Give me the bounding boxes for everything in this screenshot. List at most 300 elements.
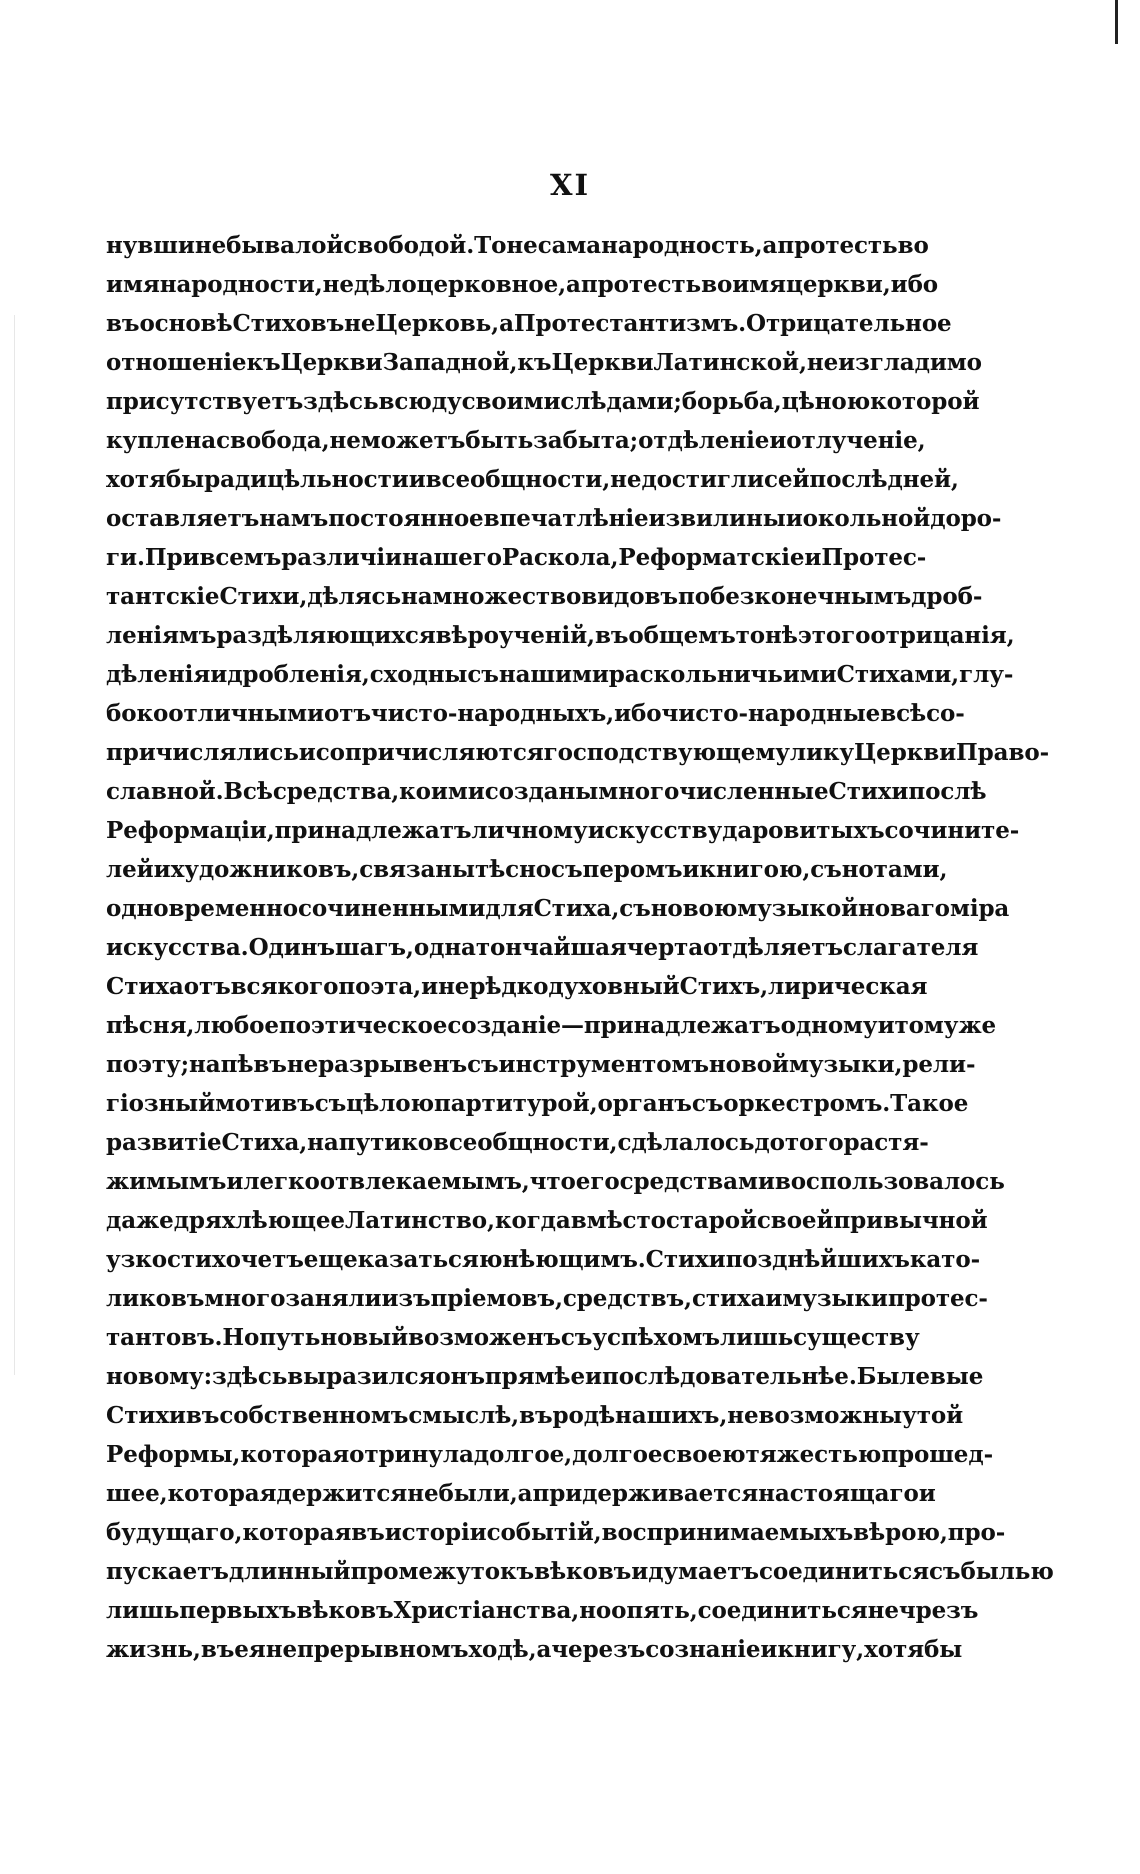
word: Стиха bbox=[106, 973, 184, 1000]
word: родѣ bbox=[552, 1402, 616, 1429]
word: книгою, bbox=[699, 856, 811, 883]
word: и bbox=[765, 1285, 783, 1312]
word: слѣдами; bbox=[560, 388, 682, 415]
word: любое bbox=[194, 1012, 279, 1039]
word: черта bbox=[626, 934, 704, 961]
word: черезъ bbox=[551, 1636, 646, 1663]
word: тантскіе bbox=[106, 583, 220, 610]
word: и bbox=[682, 856, 700, 883]
word: новою bbox=[650, 895, 738, 922]
text-line bbox=[106, 616, 1015, 655]
word: напѣвъ bbox=[189, 1051, 287, 1078]
word: существу bbox=[793, 1324, 920, 1351]
word: принадлежатъ bbox=[274, 817, 472, 844]
word: тому bbox=[894, 1012, 959, 1039]
word: Стиховъ bbox=[232, 310, 345, 337]
text-line bbox=[106, 928, 979, 967]
word: художниковъ, bbox=[170, 856, 360, 883]
word: не bbox=[344, 310, 376, 337]
word: въ bbox=[200, 1636, 235, 1663]
word: лирическая bbox=[768, 973, 928, 1000]
word: которая bbox=[240, 1441, 350, 1468]
word: даровитыхъ bbox=[722, 817, 885, 844]
word: вѣроученій, bbox=[435, 622, 595, 649]
word: съ bbox=[467, 661, 499, 688]
text-line bbox=[106, 1006, 997, 1045]
word: не bbox=[438, 973, 470, 1000]
text-line bbox=[106, 655, 1014, 694]
word: и bbox=[210, 661, 228, 688]
word: всѣ bbox=[880, 700, 927, 727]
word: для bbox=[485, 895, 534, 922]
word: у bbox=[902, 1402, 917, 1429]
word: ликовъ bbox=[106, 1285, 205, 1312]
word: жимымъ bbox=[106, 1168, 227, 1195]
text-line bbox=[106, 889, 1010, 928]
word: растя- bbox=[843, 1129, 929, 1156]
text-line bbox=[106, 733, 1050, 772]
word: ибо bbox=[614, 700, 662, 727]
word: доро- bbox=[930, 505, 1002, 532]
word: Стихи bbox=[828, 778, 909, 805]
text-line bbox=[106, 1162, 1005, 1201]
word: здѣсь bbox=[212, 1363, 288, 1390]
word: созданы bbox=[484, 778, 599, 805]
word: отдѣленіе bbox=[638, 427, 770, 454]
word: прямѣе bbox=[484, 1363, 585, 1390]
word: вмѣсто bbox=[570, 1207, 666, 1234]
word: присутствуетъ bbox=[106, 388, 304, 415]
word: коими bbox=[399, 778, 485, 805]
word: были, bbox=[438, 1480, 518, 1507]
word: народности, bbox=[159, 271, 323, 298]
word: народность, bbox=[601, 232, 763, 259]
word: первыхъ bbox=[179, 1597, 297, 1624]
word: оставляетъ bbox=[106, 505, 260, 532]
word: дѣлясь bbox=[307, 583, 401, 610]
word: тѣсно bbox=[474, 856, 552, 883]
word: когда bbox=[494, 1207, 571, 1234]
word: міра bbox=[949, 895, 1010, 922]
word: тонѣ bbox=[735, 622, 798, 649]
word: бы bbox=[924, 1636, 963, 1663]
word: искусства. bbox=[106, 934, 249, 961]
word: съ bbox=[551, 856, 583, 883]
word: Одинъ bbox=[248, 934, 335, 961]
word: протесть bbox=[580, 271, 702, 298]
word: поэту; bbox=[106, 1051, 190, 1078]
word: держится bbox=[276, 1480, 408, 1507]
word: Всѣ bbox=[223, 778, 273, 805]
word: не bbox=[329, 427, 361, 454]
word: не bbox=[506, 232, 538, 259]
word: съ bbox=[467, 1051, 499, 1078]
word: леніямъ bbox=[106, 622, 217, 649]
word: дряхлѣющее bbox=[173, 1207, 345, 1234]
text-line bbox=[106, 1552, 1054, 1591]
word: нувши bbox=[106, 232, 195, 259]
word: видовъ bbox=[581, 583, 678, 610]
word: ибо bbox=[890, 271, 939, 298]
word: оркестромъ. bbox=[723, 1090, 891, 1117]
text-line bbox=[106, 811, 1020, 850]
text-line bbox=[106, 1357, 984, 1396]
text-line bbox=[106, 1591, 979, 1630]
word: рели- bbox=[902, 1051, 976, 1078]
word: казаться bbox=[357, 1246, 479, 1273]
word: новый bbox=[320, 1324, 409, 1351]
word: съ bbox=[810, 856, 842, 883]
word: нашими bbox=[498, 661, 609, 688]
word: цѣльности bbox=[267, 466, 409, 493]
word: сама bbox=[537, 232, 602, 259]
word: еще bbox=[303, 1246, 358, 1273]
word: долгое, bbox=[473, 1441, 573, 1468]
word: а bbox=[566, 271, 581, 298]
word: ги. bbox=[106, 544, 145, 571]
word: ко bbox=[401, 1129, 433, 1156]
word: отъ bbox=[183, 973, 231, 1000]
text-line bbox=[106, 499, 1002, 538]
word: общемъ bbox=[628, 622, 736, 649]
word: смыслѣ, bbox=[408, 1402, 520, 1429]
word: быть bbox=[465, 427, 534, 454]
text-line bbox=[106, 226, 929, 265]
word: своей bbox=[756, 1207, 834, 1234]
text-line bbox=[106, 304, 952, 343]
word: даже bbox=[106, 1207, 174, 1234]
word: позднѣйшихъ bbox=[725, 1246, 910, 1273]
word: личному bbox=[471, 817, 588, 844]
word: протес- bbox=[887, 1285, 988, 1312]
word: опять, bbox=[611, 1597, 698, 1624]
word: невозможны bbox=[727, 1402, 903, 1429]
word: въ bbox=[106, 310, 140, 337]
word: путь bbox=[259, 1324, 321, 1351]
word: своими bbox=[461, 388, 561, 415]
word: не bbox=[610, 466, 642, 493]
scan-fold-line bbox=[14, 315, 15, 1375]
word: возможенъ bbox=[408, 1324, 561, 1351]
word: Раскола, bbox=[501, 544, 619, 571]
word: съ bbox=[691, 1090, 724, 1117]
word: сей bbox=[764, 466, 810, 493]
text-line bbox=[106, 1396, 964, 1435]
body-text bbox=[106, 226, 1054, 1669]
word: сочиненными bbox=[297, 895, 486, 922]
word: дѣло bbox=[353, 271, 417, 298]
word: съ bbox=[619, 895, 651, 922]
word: Стихи bbox=[645, 1246, 726, 1273]
word: жизнь, bbox=[106, 1636, 201, 1663]
word: боко bbox=[106, 700, 169, 727]
word: искусству bbox=[587, 817, 723, 844]
word: Стиха, bbox=[533, 895, 620, 922]
word: чисто-народные bbox=[661, 700, 881, 727]
word: неизгладимо bbox=[806, 349, 982, 376]
word: куплена bbox=[106, 427, 217, 454]
word: отдѣляетъ bbox=[703, 934, 843, 961]
word: что bbox=[529, 1168, 576, 1195]
word: непрерывномъ bbox=[265, 1636, 469, 1663]
word: долгое bbox=[572, 1441, 663, 1468]
word: имя bbox=[732, 271, 786, 298]
word: Протестантизмъ. bbox=[513, 310, 747, 337]
word: глу- bbox=[959, 661, 1014, 688]
word: съ bbox=[314, 1090, 347, 1117]
text-line bbox=[106, 1123, 929, 1162]
word: вѣковъ bbox=[296, 1597, 394, 1624]
word: музыки, bbox=[788, 1051, 903, 1078]
word: гіозный bbox=[106, 1090, 216, 1117]
word: хочетъ bbox=[211, 1246, 304, 1273]
word: ради bbox=[204, 466, 268, 493]
word: думаетъ bbox=[648, 1558, 759, 1585]
word: вѣковъ bbox=[534, 1558, 632, 1585]
word: множество bbox=[432, 583, 582, 610]
word: и bbox=[760, 1636, 778, 1663]
word: хотя bbox=[864, 1636, 924, 1663]
word: сходны bbox=[369, 661, 468, 688]
word: всюду bbox=[378, 388, 462, 415]
word: свобода, bbox=[216, 427, 330, 454]
word: настоящаго bbox=[758, 1480, 919, 1507]
word: и bbox=[298, 739, 316, 766]
word: Такое bbox=[890, 1090, 969, 1117]
word: и bbox=[226, 1168, 244, 1195]
word: церковное, bbox=[416, 271, 567, 298]
word: придерживается bbox=[532, 1480, 759, 1507]
text-line bbox=[106, 1240, 981, 1279]
text-line bbox=[106, 343, 982, 382]
word: которая bbox=[167, 1480, 277, 1507]
word: средства, bbox=[272, 778, 400, 805]
word: и bbox=[877, 1012, 895, 1039]
word: а bbox=[536, 1636, 552, 1663]
word: дѣленія bbox=[106, 661, 211, 688]
word: лишь bbox=[719, 1324, 794, 1351]
word: а bbox=[499, 310, 514, 337]
word: Былевые bbox=[856, 1363, 984, 1390]
word: Христіанства, bbox=[393, 1597, 580, 1624]
word: до bbox=[754, 1129, 785, 1156]
word: намъ bbox=[259, 505, 329, 532]
word: къ bbox=[246, 349, 281, 376]
word: забыта; bbox=[533, 427, 639, 454]
text-line bbox=[106, 1435, 994, 1474]
word: различіи bbox=[281, 544, 402, 571]
word: своею bbox=[662, 1441, 746, 1468]
word: всякого bbox=[230, 973, 339, 1000]
word: отринула bbox=[349, 1441, 474, 1468]
word: которой bbox=[870, 388, 980, 415]
word: про- bbox=[947, 1519, 1006, 1546]
word: той bbox=[916, 1402, 964, 1429]
word: пускаетъ bbox=[106, 1558, 229, 1585]
word: пути bbox=[338, 1129, 402, 1156]
word: отлученіе, bbox=[786, 427, 926, 454]
word: При bbox=[144, 544, 200, 571]
word: того bbox=[784, 1129, 844, 1156]
word: Стихами, bbox=[836, 661, 960, 688]
word: Реформатскіе bbox=[618, 544, 805, 571]
word: извилины bbox=[648, 505, 786, 532]
word: воспринимаемыхъ bbox=[601, 1519, 854, 1546]
word: привычной bbox=[833, 1207, 988, 1234]
word: новому: bbox=[106, 1363, 212, 1390]
word: прошед- bbox=[881, 1441, 994, 1468]
word: поэтическое bbox=[278, 1012, 448, 1039]
word: Стихи bbox=[106, 1402, 186, 1429]
word: соединиться bbox=[697, 1597, 868, 1624]
word: бы bbox=[165, 466, 205, 493]
word: а bbox=[762, 232, 778, 259]
word: а bbox=[517, 1480, 533, 1507]
word: же bbox=[958, 1012, 997, 1039]
page-number: XI bbox=[549, 168, 591, 202]
text-line bbox=[106, 772, 987, 811]
word: чрезъ bbox=[898, 1597, 979, 1624]
word: Реформы, bbox=[106, 1441, 241, 1468]
word: успѣхомъ bbox=[592, 1324, 720, 1351]
word: послѣ bbox=[908, 778, 987, 805]
word: всеобщности, bbox=[432, 1129, 618, 1156]
word: причислялись bbox=[106, 739, 299, 766]
word: борьба, bbox=[681, 388, 782, 415]
word: послѣдовательнѣе. bbox=[601, 1363, 857, 1390]
word: связаны bbox=[359, 856, 475, 883]
word: не bbox=[407, 1480, 439, 1507]
word: Латинской, bbox=[653, 349, 807, 376]
text-line bbox=[106, 421, 926, 460]
word: по bbox=[677, 583, 710, 610]
word: Но bbox=[222, 1324, 260, 1351]
word: со- bbox=[926, 700, 965, 727]
word: новаго bbox=[858, 895, 950, 922]
word: нотами, bbox=[841, 856, 948, 883]
text-line bbox=[106, 538, 927, 577]
word: созданіе—принадлежатъ bbox=[447, 1012, 781, 1039]
word: одновременно bbox=[106, 895, 298, 922]
word: во bbox=[897, 232, 929, 259]
word: сдѣлалось bbox=[617, 1129, 755, 1156]
word: на bbox=[400, 583, 433, 610]
text-line bbox=[106, 577, 983, 616]
word: безконечнымъ bbox=[709, 583, 912, 610]
word: протесть bbox=[777, 232, 898, 259]
word: промежутокъ bbox=[350, 1558, 535, 1585]
word: во bbox=[701, 271, 733, 298]
word: слагателя bbox=[842, 934, 979, 961]
word: въ bbox=[519, 1402, 553, 1429]
word: Протес- bbox=[821, 544, 927, 571]
word: его bbox=[575, 1168, 620, 1195]
word: узкости bbox=[106, 1246, 212, 1273]
word: и bbox=[585, 1363, 602, 1390]
word: отношеніе bbox=[106, 349, 247, 376]
text-line bbox=[106, 1045, 976, 1084]
word: и bbox=[918, 1480, 936, 1507]
word: длинный bbox=[228, 1558, 351, 1585]
word: инструментомъ bbox=[498, 1051, 709, 1078]
word: органъ bbox=[597, 1090, 692, 1117]
word: шее, bbox=[106, 1480, 168, 1507]
word: Стихъ, bbox=[679, 973, 769, 1000]
word: постоянное bbox=[328, 505, 484, 532]
word: Отрицательное bbox=[746, 310, 952, 337]
word: дробленія, bbox=[227, 661, 370, 688]
text-line bbox=[106, 694, 965, 733]
word: лику bbox=[789, 739, 855, 766]
word: господствующему bbox=[543, 739, 790, 766]
word: раскольничьими bbox=[608, 661, 837, 688]
word: на bbox=[307, 1129, 339, 1156]
word: отвлекаемымъ, bbox=[319, 1168, 530, 1195]
word: Реформаціи, bbox=[106, 817, 275, 844]
word: впечатлѣніе bbox=[483, 505, 649, 532]
text-line bbox=[106, 1513, 1006, 1552]
word: духовный bbox=[548, 973, 680, 1000]
word: съ bbox=[560, 1324, 593, 1351]
word: одна bbox=[413, 934, 476, 961]
word: сознаніе bbox=[645, 1636, 761, 1663]
word: основѣ bbox=[139, 310, 233, 337]
word: воспользовалось bbox=[774, 1168, 1005, 1195]
word: тяжестью bbox=[745, 1441, 882, 1468]
word: въ bbox=[185, 1402, 220, 1429]
word: цѣною bbox=[781, 388, 871, 415]
word: цѣлою bbox=[346, 1090, 435, 1117]
word: славной. bbox=[106, 778, 224, 805]
word: и bbox=[408, 466, 426, 493]
word: исторіи bbox=[384, 1519, 487, 1546]
text-line bbox=[106, 1318, 920, 1357]
word: неразрывенъ bbox=[286, 1051, 468, 1078]
word: сочините- bbox=[884, 817, 1020, 844]
word: вѣрою, bbox=[853, 1519, 948, 1546]
word: и bbox=[785, 505, 803, 532]
word: сопричисляются bbox=[315, 739, 544, 766]
word: свободой. bbox=[343, 232, 475, 259]
word: ея bbox=[234, 1636, 266, 1663]
word: лей bbox=[106, 856, 154, 883]
word: пѣсня, bbox=[106, 1012, 195, 1039]
word: Стиха, bbox=[221, 1129, 308, 1156]
word: и bbox=[804, 544, 822, 571]
word: и bbox=[421, 973, 439, 1000]
word: Латинство, bbox=[344, 1207, 495, 1234]
word: стиха bbox=[691, 1285, 766, 1312]
word: отрицанія, bbox=[870, 622, 1015, 649]
word: достигли bbox=[641, 466, 764, 493]
word: онъ bbox=[435, 1363, 485, 1390]
word: окольной bbox=[802, 505, 931, 532]
word: легко bbox=[243, 1168, 320, 1195]
text-line bbox=[106, 1279, 988, 1318]
word: будущаго, bbox=[106, 1519, 243, 1546]
scan-edge-mark bbox=[1115, 0, 1118, 44]
word: многочисленные bbox=[598, 778, 829, 805]
word: развитіе bbox=[106, 1129, 222, 1156]
text-line bbox=[106, 1474, 936, 1513]
word: Церкви bbox=[280, 349, 383, 376]
word: чисто-народныхъ, bbox=[370, 700, 615, 727]
word: соединиться bbox=[758, 1558, 929, 1585]
word: церкви, bbox=[785, 271, 891, 298]
word: всемъ bbox=[199, 544, 282, 571]
word: нашихъ, bbox=[615, 1402, 728, 1429]
word: дроб- bbox=[911, 583, 983, 610]
